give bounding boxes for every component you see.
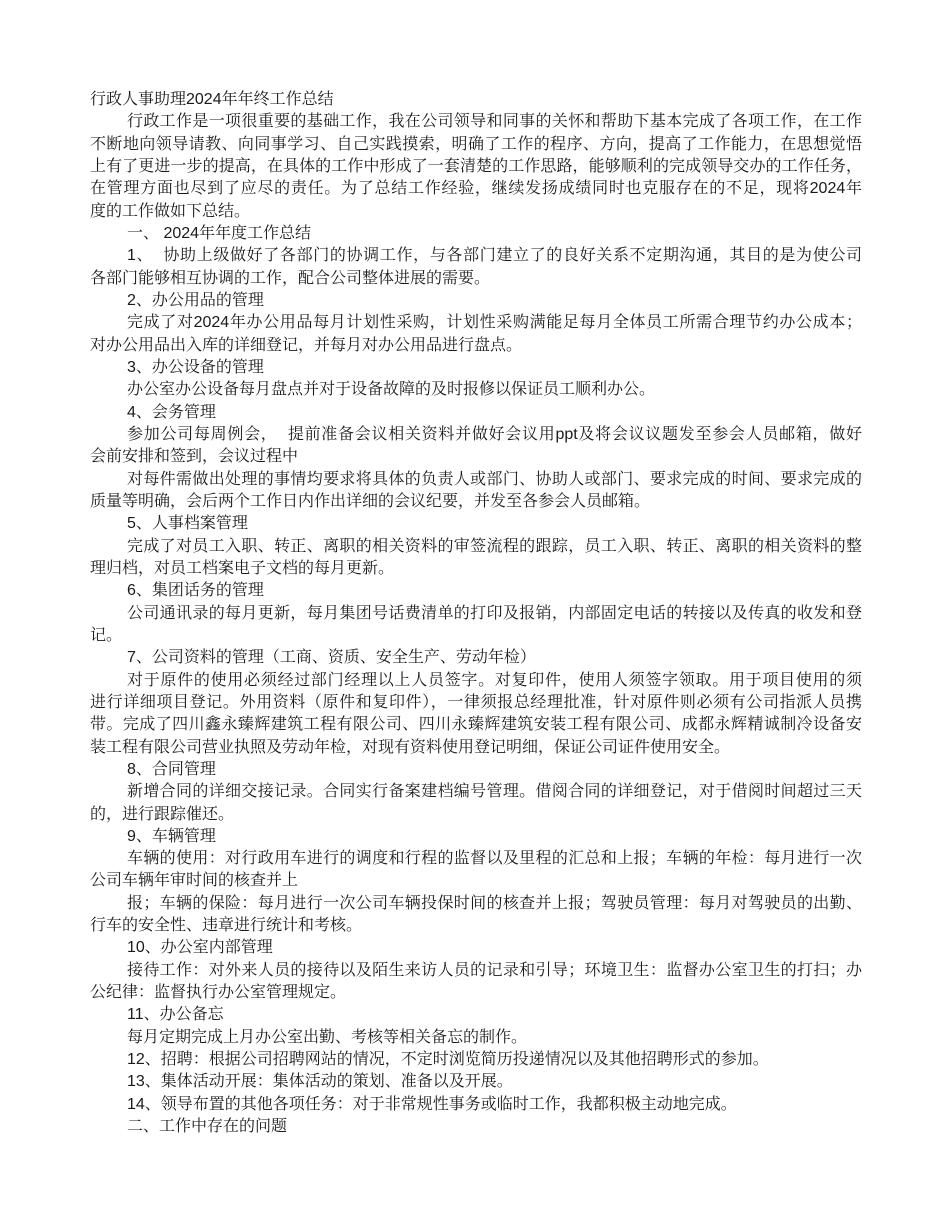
paragraph [90, 312, 862, 357]
paragraph-line: 质量等明确，会后两个工作日内作出详细的会议纪要，并发至各参会人员邮箱。 [90, 492, 651, 510]
paragraph [90, 1027, 862, 1049]
paragraph [90, 781, 862, 826]
paragraph [90, 357, 862, 379]
paragraph [90, 424, 862, 469]
paragraph-line: 在管理方面也尽到了应尽的责任。为了总结工作经验，继续发扬成绩同时也克服存在的不足，现将2024年 [90, 180, 862, 198]
paragraph-line: 2、办公用品的管理 [127, 291, 264, 309]
paragraph [90, 670, 862, 759]
paragraph-line: 11、办公备忘 [127, 1006, 224, 1024]
paragraph [90, 937, 862, 959]
paragraph-line: 各部门能够相互协调的工作，配合公司整体进展的需要。 [90, 269, 491, 287]
paragraph-line: 公司通讯录的每月更新，每月集团号话费清单的打印及报销，内部固定电话的转接以及传真的收发和登 [127, 604, 862, 622]
paragraph [90, 580, 862, 602]
paragraph-line: 带。完成了四川鑫永臻辉建筑工程有限公司、四川永臻辉建筑安装工程有限公司、成都永辉精诚制冷设备安 [90, 716, 862, 734]
paragraph-line: 8、合同管理 [127, 760, 216, 778]
paragraph-line: 报；车辆的保险：每月进行一次公司车辆投保时间的核查并上报；驾驶员管理：每月对驾驶员的出勤、 [127, 894, 862, 912]
paragraph-line: 7、公司资料的管理（工商、资质、安全生产、劳动年检） [127, 649, 536, 667]
paragraph-line: 4、会务管理 [127, 403, 216, 421]
paragraph-line: 12、招聘：根据公司招聘网站的情况，不定时浏览简历投递情况以及其他招聘形式的参加。 [127, 1051, 769, 1069]
paragraph-line: 的，进行跟踪催还。 [90, 805, 235, 823]
paragraph [90, 826, 862, 848]
paragraph-line: 每月定期完成上月办公室出勤、考核等相关备忘的制作。 [127, 1028, 528, 1046]
paragraph [90, 759, 862, 781]
paragraph [90, 223, 862, 245]
document-body [90, 111, 862, 1138]
document-title: 行政人事助理2024年年终工作总结 [90, 91, 334, 108]
paragraph [90, 1049, 862, 1071]
paragraph [90, 245, 862, 290]
paragraph [90, 960, 862, 1005]
paragraph [90, 647, 862, 669]
paragraph-line: 对于原件的使用必须经过部门经理以上人员签字。对复印件，使用人须签字领取。用于项目使用的须 [127, 671, 862, 689]
paragraph-line: 行车的安全性、违章进行统计和考核。 [90, 917, 363, 935]
paragraph [90, 1094, 862, 1116]
paragraph [90, 1071, 862, 1093]
paragraph-line: 对办公用品出入库的详细登记，并每月对办公用品进行盘点。 [90, 336, 523, 354]
paragraph-line: 完成了对员工入职、转正、离职的相关资料的审签流程的跟踪，员工入职、转正、离职的相关资料的整 [127, 537, 862, 555]
paragraph-line: 13、集体活动开展：集体活动的策划、准备以及开展。 [127, 1073, 513, 1091]
paragraph [90, 1116, 862, 1138]
paragraph-line: 新增合同的详细交接记录。合同实行备案建档编号管理。借阅合同的详细登记，对于借阅时间超过三天 [127, 783, 862, 801]
paragraph-line: 不断地向领导请教、向同事学习、自己实践摸索，明确了工作的程序、方向，提高了工作能力，在思想觉悟 [90, 135, 862, 153]
paragraph-line: 9、车辆管理 [127, 827, 216, 845]
paragraph-line: 车辆的使用：对行政用车进行的调度和行程的监督以及里程的汇总和上报；车辆的年检：每月进行一次 [127, 850, 862, 868]
paragraph-line: 进行详细项目登记。外用资料（原件和复印件），一律须报总经理批准，针对原件则必须有公司指派人员携 [90, 693, 862, 711]
paragraph-line: 装工程有限公司营业执照及劳动年检，对现有资料使用登记明细，保证公司证件使用安全。 [90, 738, 731, 756]
paragraph-line: 一、 2024年年度工作总结 [127, 224, 312, 242]
paragraph-line: 5、人事档案管理 [127, 515, 248, 533]
paragraph-line: 公司车辆年审时间的核查并上 [90, 872, 299, 890]
paragraph-line: 行政工作是一项很重要的基础工作，我在公司领导和同事的关怀和帮助下基本完成了各项工作，在工作 [127, 113, 862, 131]
document-page [90, 89, 862, 1138]
paragraph [90, 893, 862, 938]
paragraph-line: 10、办公室内部管理 [127, 939, 273, 957]
paragraph [90, 379, 862, 401]
paragraph-line: 对每件需做出处理的事情均要求将具体的负责人或部门、协助人或部门、要求完成的时间、要求完成的 [127, 470, 862, 488]
paragraph [90, 603, 862, 648]
paragraph [90, 536, 862, 581]
paragraph-line: 二、工作中存在的问题 [127, 1118, 288, 1136]
paragraph-line: 办公室办公设备每月盘点并对于设备故障的及时报修以保证员工顺利办公。 [127, 381, 656, 399]
paragraph-line: 理归档，对员工档案电子文档的每月更新。 [90, 559, 395, 577]
paragraph-line: 上有了更进一步的提高，在具体的工作中形成了一套清楚的工作思路，能够顺利的完成领导交办的工作任务， [90, 157, 862, 175]
paragraph [90, 513, 862, 535]
paragraph-line: 公纪律：监督执行办公室管理规定。 [90, 984, 347, 1002]
paragraph-line: 接待工作：对外来人员的接待以及陌生来访人员的记录和引导；环境卫生：监督办公室卫生的打扫；办 [127, 961, 862, 979]
paragraph-line: 参加公司每周例会， 提前准备会议相关资料并做好会议用ppt及将会议议题发至参会人员邮箱，做好 [127, 425, 862, 443]
paragraph-line: 会前安排和签到，会议过程中 [90, 448, 299, 466]
paragraph-line: 6、集团话务的管理 [127, 582, 264, 600]
paragraph [90, 111, 862, 223]
paragraph [90, 402, 862, 424]
paragraph-line: 14、领导布置的其他各项任务：对于非常规性事务或临时工作，我都积极主动地完成。 [127, 1095, 737, 1113]
paragraph-line: 3、办公设备的管理 [127, 358, 264, 376]
paragraph-line: 1、 协助上级做好了各部门的协调工作，与各部门建立了的良好关系不定期沟通，其目的是为使公司 [127, 247, 862, 265]
paragraph [90, 848, 862, 893]
paragraph [90, 290, 862, 312]
paragraph-line: 完成了对2024年办公用品每月计划性采购，计划性采购满能足每月全体员工所需合理节约办公成本； [127, 314, 862, 332]
paragraph-line: 记。 [90, 626, 123, 644]
paragraph [90, 469, 862, 514]
paragraph-line: 度的工作做如下总结。 [90, 202, 251, 220]
paragraph [90, 1004, 862, 1026]
